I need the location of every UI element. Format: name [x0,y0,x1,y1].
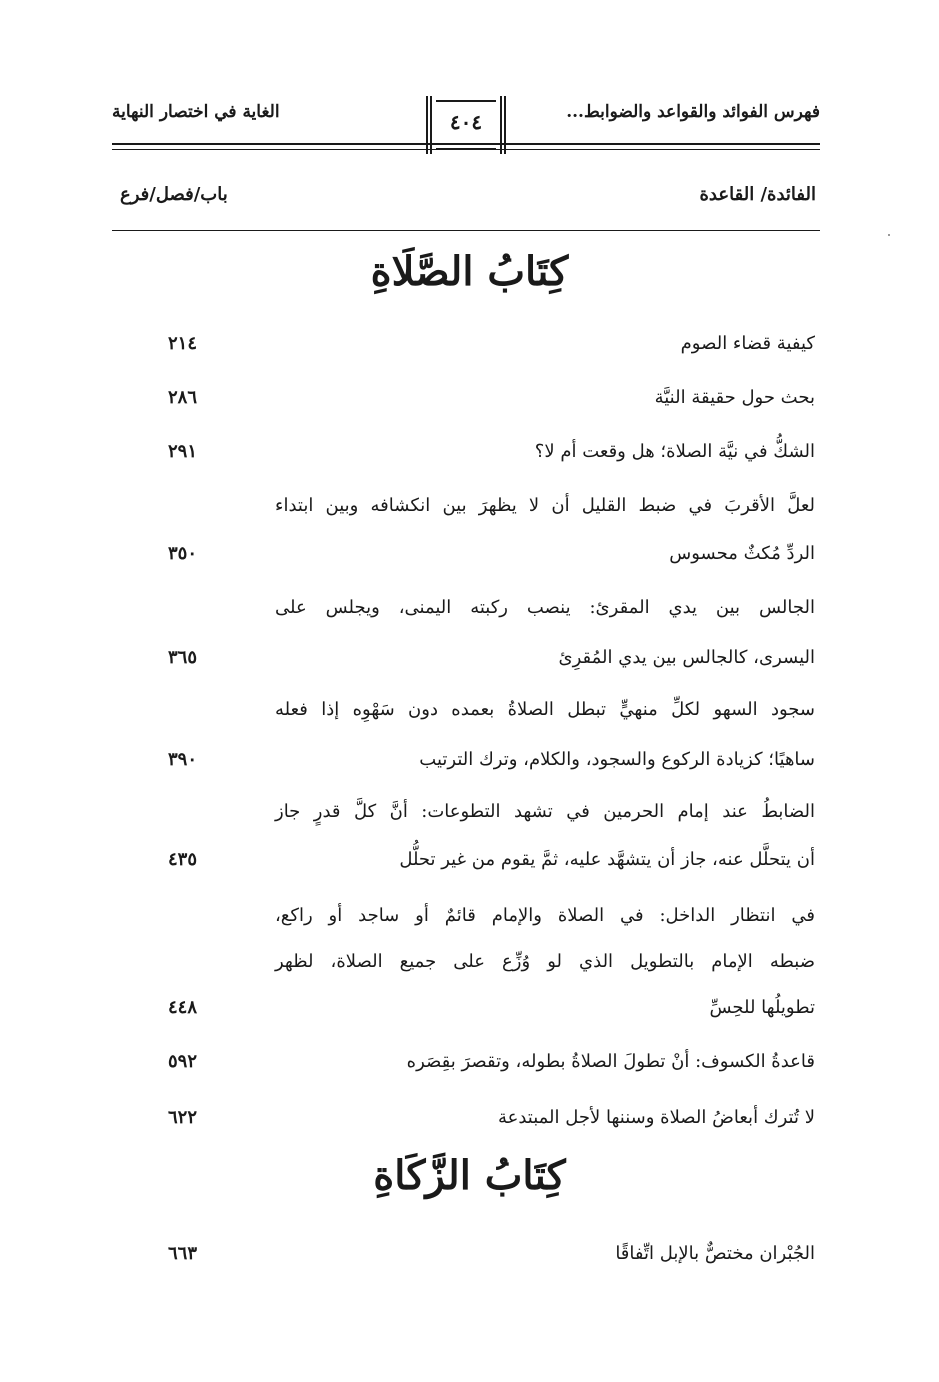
header-book-title: الغاية في اختصار النهاية [112,102,280,122]
entry-text: قاعدةُ الكسوف: أنْ تطولَ الصلاةُ بطوله، وتقصرَ بقِصَره [406,1051,815,1072]
entry-text: الردِّ مُكثٌ محسوس [669,543,815,564]
entry-text: بحث حول حقيقة النيَّة [654,387,815,408]
entry-page-number: ٢٨٦ [168,387,198,408]
entry-page-number: ٤٤٨ [168,997,198,1018]
entry-page-number: ٦٢٢ [168,1107,198,1128]
section-title-prayer: كِتَابُ الصَّلَاةِ [370,248,569,295]
entry-text: أن يتحلَّل عنه، جاز أن يتشهَّد عليه، ثمَّ يقوم من غير تحلُّل [399,849,815,870]
entry-text: كيفية قضاء الصوم [680,333,815,354]
entry-text: لا تُترك أبعاضُ الصلاة وسننها لأجل المبتدعة [497,1107,815,1128]
entry-text: تطويلُها للحِسِّ [709,997,815,1018]
margin-mark [888,234,890,236]
entry-text: اليسرى، كالجالس بين يدي المُقرِئ [558,647,815,668]
entry-page-number: ٣٥٠ [168,543,198,564]
column-heading-location: باب/فصل/فرع [120,184,228,205]
entry-text: الجُبْران مختصٌّ بالإبل اتِّفاقًا [615,1243,815,1264]
entry-text: الشكُّ في نيَّة الصلاة؛ هل وقعت أم لا؟ [534,441,815,462]
entry-page-number: ٣٦٥ [168,647,198,668]
page-number-frame [426,96,506,154]
header-rule [112,143,820,145]
column-headings [112,184,816,224]
entry-text: في انتظار الداخل: في الصلاة والإمام قائمٌ أو ساجد أو راكع، [275,905,815,926]
entry-page-number: ٣٩٠ [168,749,198,770]
section-title-zakat: كِتَابُ الزَّكَاةِ [373,1152,566,1199]
entry-text: سجود السهو لكلِّ منهيٍّ تبطل الصلاةُ بعمده دون سَهْوِه إذا فعله [275,699,815,720]
entry-page-number: ٢٩١ [168,441,198,462]
column-heading-rule [112,230,820,231]
entry-page-number: ٥٩٢ [168,1051,198,1072]
entry-text: لعلَّ الأقربَ في ضبط القليل أن لا يظهرَ بين انكشافه وبين ابتداء [275,495,815,516]
entry-page-number: ٢١٤ [168,333,198,354]
running-header [112,96,820,156]
header-rule-thin [112,149,820,150]
header-section-title: فهرس الفوائد والقواعد والضوابط... [566,102,820,122]
entry-text: ساهيًا؛ كزيادة الركوع والسجود، والكلام، وترك الترتيب [419,749,815,770]
entry-page-number: ٤٣٥ [168,849,198,870]
column-heading-entry: الفائدة/ القاعدة [699,184,816,205]
entry-text: الجالس بين يدي المقرئ: ينصب ركبته اليمنى، ويجلس على [275,597,815,618]
entry-text: الضابطُ عند إمام الحرمين في تشهد التطوعات: أنَّ كلَّ قدرٍ جاز [275,801,815,822]
entry-text: ضبطه الإمام بالتطويل الذي لو وُزِّع على جميع الصلاة، لظهر [275,951,815,972]
entry-page-number: ٦٦٣ [168,1243,198,1264]
page-number: ٤٠٤ [449,110,483,134]
